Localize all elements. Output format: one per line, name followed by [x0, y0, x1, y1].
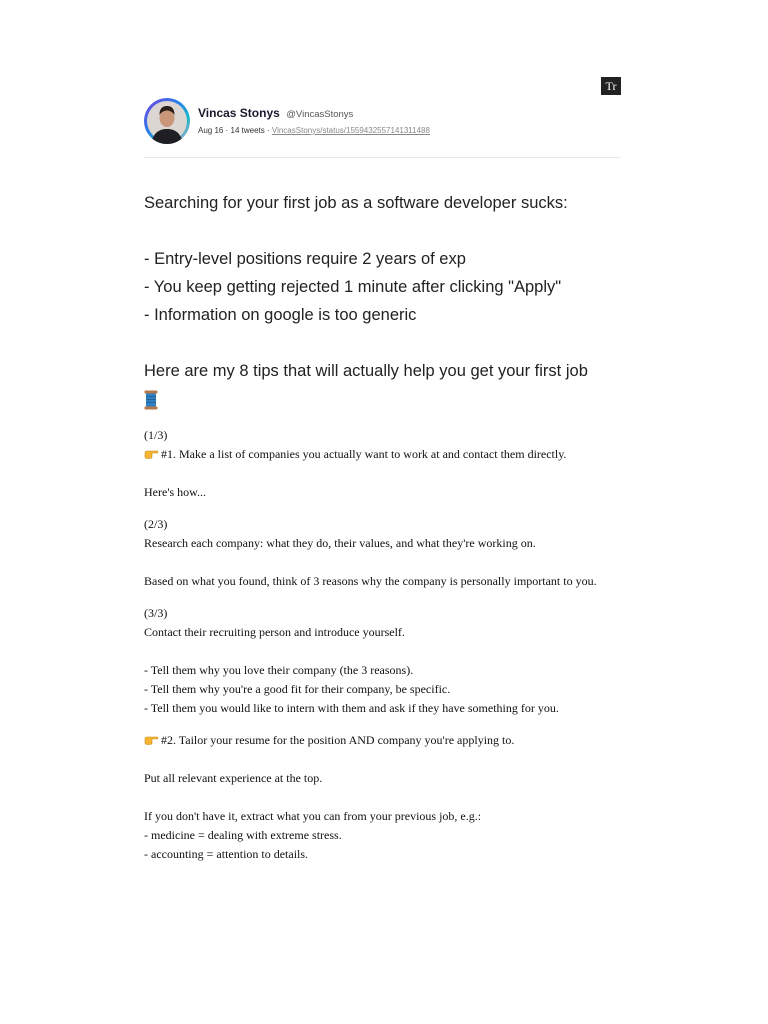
list-item: - Tell them why you're a good fit for their company, be specific.: [144, 682, 451, 696]
paragraph: Put all relevant experience at the top.: [144, 771, 323, 785]
status-link[interactable]: VincasStonys/status/1559432557141311488: [271, 126, 430, 135]
paragraph: Research each company: what they do, their values, and what they're working on.: [144, 536, 536, 550]
header-divider: [144, 157, 620, 158]
meta-separator: ·: [225, 126, 229, 135]
paragraph: Based on what you found, think of 3 reasons why the company is personally important to you.: [144, 574, 597, 588]
thread-meta: [198, 126, 430, 135]
part-counter: (1/3): [144, 428, 168, 442]
thread-intro: [144, 192, 620, 416]
thread-body: [144, 426, 620, 864]
tip-text: #2. Tailor your resume for the position AND company you're applying to.: [161, 733, 515, 747]
avatar[interactable]: [144, 98, 190, 144]
paragraph: Contact their recruiting person and introduce yourself.: [144, 625, 405, 639]
paragraph: If you don't have it, extract what you can from your previous job, e.g.:: [144, 809, 482, 823]
list-item: - Tell them why you love their company (the 3 reasons).: [144, 663, 414, 677]
intro-line: Searching for your first job as a software developer sucks:: [144, 194, 568, 212]
tips-line: Here are my 8 tips that will actually help you get your first job: [144, 362, 588, 380]
list-item: - accounting = attention to details.: [144, 847, 309, 861]
pointing-right-hand-icon: [144, 735, 159, 745]
intro-bullet: - Information on google is too generic: [144, 306, 417, 324]
paragraph: Here's how...: [144, 485, 207, 499]
tip-text: #1. Make a list of companies you actually want to work at and contact them directly.: [161, 447, 567, 461]
author-line: [198, 104, 353, 122]
intro-bullet: - You keep getting rejected 1 minute after clicking "Apply": [144, 278, 562, 296]
thread-header: [144, 98, 620, 146]
part-counter: (2/3): [144, 517, 168, 531]
spool-of-thread-icon: [144, 390, 158, 410]
author-handle[interactable]: @VincasStonys: [286, 109, 354, 120]
tip-line: [144, 445, 620, 464]
author-name[interactable]: Vincas Stonys: [198, 106, 280, 120]
tip-line: [144, 731, 620, 750]
text-size-button[interactable]: Tr: [601, 77, 621, 95]
list-item: - Tell them you would like to intern with them and ask if they have something for you.: [144, 701, 559, 715]
meta-separator: ·: [266, 126, 270, 135]
part-counter: (3/3): [144, 606, 168, 620]
pointing-right-hand-icon: [144, 449, 159, 459]
list-item: - medicine = dealing with extreme stress.: [144, 828, 342, 842]
tweet-count: 14 tweets: [230, 126, 265, 135]
intro-bullet: - Entry-level positions require 2 years of exp: [144, 250, 466, 268]
post-date: Aug 16: [198, 126, 224, 135]
avatar-portrait-icon: [144, 98, 190, 144]
